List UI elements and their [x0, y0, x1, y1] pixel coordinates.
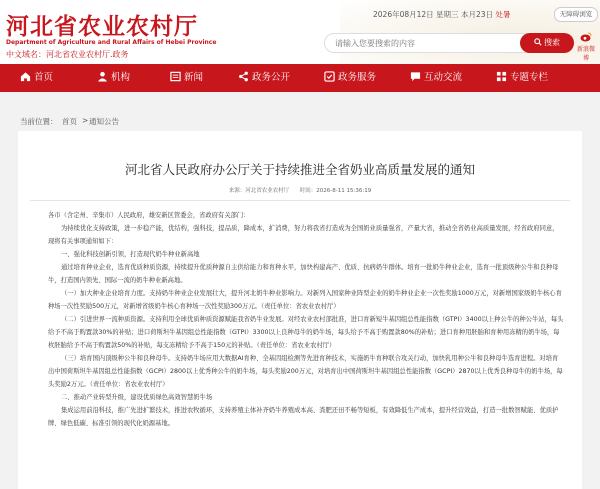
nav-label: 互动交流 — [424, 72, 463, 83]
solar-term: 处暑 — [495, 10, 511, 19]
article-meta — [18, 186, 582, 194]
weibo-label: 新浪微博 — [576, 46, 595, 62]
article-paragraph: 一、强化科技创新引领，打造现代奶牛种业新高地 — [61, 251, 200, 258]
article-panel — [18, 131, 582, 489]
search-input[interactable] — [335, 37, 505, 49]
nav-item-gov-service[interactable] — [324, 64, 376, 92]
site-logo-english: Department of Agriculture and Rural Affairs of Hebei Province — [6, 39, 217, 46]
nav-item-gov-affairs[interactable] — [238, 64, 290, 92]
weibo-link[interactable] — [576, 32, 596, 62]
article-paragraph: 为持续优化支持政策，进一步稳产能，优结构，强科技，提品质，降成本，扩消费，努力将我省打造成为全国奶业质量强省，产量大省，推动全省奶业高质量发展，经省政府同意，现将有关事项通知如下： — [48, 225, 559, 245]
nav-label: 首页 — [34, 72, 54, 83]
search-box — [324, 33, 574, 53]
nav-label: 新闻 — [184, 72, 204, 83]
nav-item-interaction[interactable] — [410, 64, 462, 92]
nav-item-special-topics[interactable] — [496, 64, 548, 92]
breadcrumb — [0, 111, 600, 131]
nav-item-institution[interactable] — [97, 64, 130, 92]
breadcrumb-prefix: 当前位置： — [20, 117, 58, 126]
article-paragraph: 通过培育种业企业，选育优质种质资源，持续提升优质种源自主供给能力和育种水平，加快构建高产、优质、抗病奶牛群体。培育一批奶牛种业企业，选育一批顶级种公牛和良种母牛，打造国内领先、国际一流的奶牛种业新高地。 — [48, 264, 559, 284]
article-body — [48, 209, 564, 430]
article-paragraph: 集成运用前沿科技，推广先进扩繁技术，推进农牧循环，支持养殖主体补齐奶牛养殖成本高、粪肥还田不畅等短板，有效降低生产成本，提升经营效益，打造一批数智赋能、优质护牌、绿色低碳、标准引领的现代化奶源基地。 — [48, 407, 559, 427]
article-title: 河北省人民政府办公厅关于持续推进全省奶业高质量发展的通知 — [124, 162, 475, 177]
nav-label: 政务公开 — [252, 72, 291, 83]
current-date: 2026年08月12日 星期三 本月23日 — [373, 10, 493, 19]
article-paragraph: （二）引进世界一流种质资源。支持利用全球优质种质资源赋能我省奶牛业发展。对经农业农村部批准，进口育新短牛基因组总性能指数（GTPI）3400以上种公牛的种公牛站，每头给予不高于购置款30%的补贴；进口荷斯坦牛基因组总性能指数（GTPI）3300以上良种母牛的奶牛场，每头给予不高于购置款80%的补贴；进口育种用胚胎和育种用冻精的奶牛场，每枚胚胎给予不高于购置款50%的补贴，每支冻精给予不高于150元的补贴。（责任单位：省农业农村厅） — [48, 316, 564, 349]
nav-label: 机构 — [111, 72, 131, 83]
news-icon — [170, 71, 181, 82]
title-divider — [30, 200, 570, 201]
breadcrumb-home[interactable]: 首页 — [62, 117, 77, 126]
article-paragraph: （三）培育国内顶级种公牛和良种母牛。支持奶牛场应用大数据AI育种、全基因组检测等先进育种技术，实施奶牛育种联合攻关行动，加快乳用种公牛和良种母牛选育进程。对培育出中国荷斯坦牛基因组总性能指数（GCPI）2800以上优秀种公牛的奶牛场，每头奖励200万元，对培育出中国荷斯坦牛基因组总性能指数（GCPI）2870以上优秀良种母牛的奶牛场，每头奖励2万元。（责任单位：省农业农村厅） — [48, 355, 563, 388]
search-icon — [534, 38, 542, 46]
nav-label: 政务服务 — [338, 72, 377, 83]
search-button[interactable] — [520, 33, 574, 53]
site-domain: 中文域名：河北省农业农村厅.政务 — [6, 50, 129, 59]
article-paragraph: 各市（含定州、辛集市）人民政府，雄安新区管委会，省政府有关部门： — [48, 212, 250, 219]
chat-icon — [410, 71, 421, 82]
site-logo[interactable]: 河北省农业农村厅 — [6, 13, 198, 40]
article-source: 来源：河北省农业农村厅 — [228, 188, 290, 194]
site-header — [0, 0, 600, 64]
grid-icon — [496, 71, 507, 82]
breadcrumb-current[interactable]: 通知公告 — [89, 117, 119, 126]
weibo-icon — [580, 32, 592, 42]
nav-label: 专题专栏 — [510, 72, 549, 83]
home-icon — [20, 71, 31, 82]
breadcrumb-separator: > — [82, 116, 89, 125]
article-paragraph: 二、推动产业转型升级，建设优质绿色高效智慧奶牛场 — [61, 394, 213, 401]
accessibility-button[interactable]: 无障碍浏览 — [554, 7, 598, 22]
nav-item-news[interactable] — [170, 64, 203, 92]
article-paragraph: （一）加大种业企业培育力度。支持奶牛种业企业发展壮大，提升河北奶牛种业影响力。对新列入国家种业阵型企业的奶牛种业企业一次性奖励1000万元，对新增国家级奶牛核心育种场一次性奖励500万元，对新增省级奶牛核心育种场一次性奖励300万元。（责任单位：省农业农村厅） — [48, 290, 562, 310]
service-icon — [324, 71, 335, 82]
nav-item-home[interactable] — [20, 64, 53, 92]
main-nav — [0, 64, 600, 92]
date-bar — [373, 9, 510, 20]
search-button-label: 搜索 — [544, 38, 560, 47]
article-date: 时间：2026-8-11 15:36:19 — [299, 188, 372, 194]
share-icon — [238, 71, 249, 82]
person-icon — [97, 71, 108, 82]
